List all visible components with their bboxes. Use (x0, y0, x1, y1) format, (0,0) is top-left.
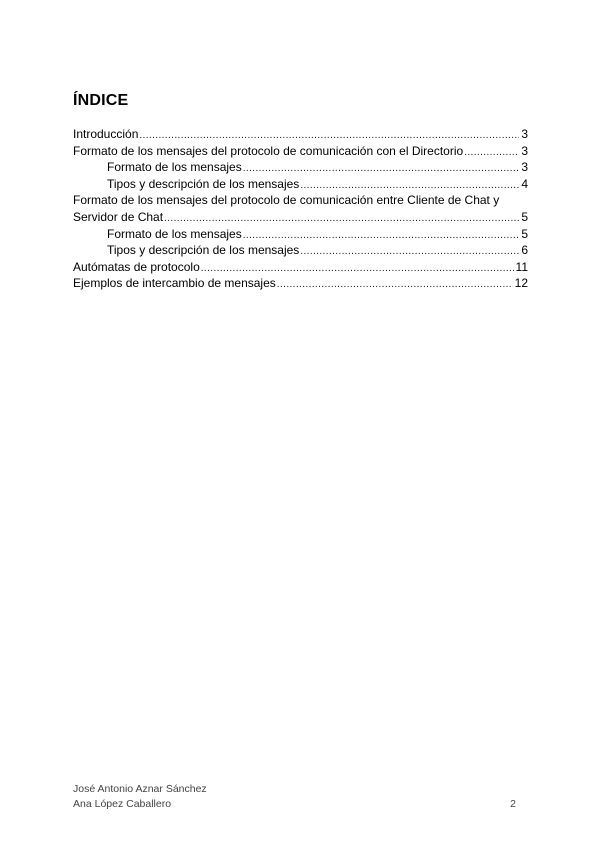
toc-entry-automatas[interactable] (73, 259, 528, 276)
toc-entry-label: Formato de los mensajes del protocolo de comunicación entre Cliente de Chat y (73, 193, 500, 208)
toc-entry-label: Formato de los mensajes (107, 226, 242, 241)
page-footer (73, 782, 516, 812)
toc-entry-formato-directorio[interactable] (73, 143, 528, 160)
toc-entry-label: Ejemplos de intercambio de mensajes (73, 276, 276, 291)
toc-leader-dots (277, 277, 513, 294)
toc-subentry-tipos-mensajes-1[interactable] (73, 176, 528, 193)
toc-leader-dots (464, 145, 519, 162)
toc-entry-page: 3 (521, 143, 528, 158)
table-of-contents (73, 126, 528, 292)
toc-entry-ejemplos[interactable] (73, 275, 528, 292)
toc-entry-page: 5 (521, 226, 528, 241)
toc-entry-page: 5 (521, 209, 528, 224)
toc-entry-label: Formato de los mensajes del protocolo de comunicación con el Directorio (73, 143, 464, 158)
toc-subentry-formato-mensajes-2[interactable] (73, 226, 528, 243)
toc-entry-page: 11 (515, 259, 528, 274)
toc-entry-introduccion[interactable] (73, 126, 528, 143)
toc-entry-formato-chat-line1[interactable] (73, 192, 528, 209)
toc-entry-label: Tipos y descripción de los mensajes (107, 176, 300, 191)
footer-page-number: 2 (510, 798, 516, 810)
toc-leader-dots (300, 244, 519, 261)
toc-subentry-formato-mensajes-1[interactable] (73, 159, 528, 176)
page-title: ÍNDICE (73, 92, 129, 109)
toc-entry-formato-chat-line2[interactable] (73, 209, 528, 226)
toc-entry-label-continued: Servidor de Chat (73, 209, 164, 224)
toc-entry-page: 3 (521, 127, 528, 141)
footer-author-1: José Antonio Aznar Sánchez (73, 783, 207, 795)
toc-entry-page: 6 (521, 243, 528, 258)
toc-entry-label: Tipos y descripción de los mensajes (107, 243, 300, 258)
footer-author-2: Ana López Caballero (73, 798, 172, 810)
toc-entry-label: Formato de los mensajes (107, 160, 242, 175)
toc-entry-page: 12 (514, 276, 528, 291)
toc-entry-page: 3 (521, 160, 528, 175)
toc-subentry-tipos-mensajes-2[interactable] (73, 242, 528, 259)
toc-entry-label: Autómatas de protocolo (73, 259, 200, 274)
toc-entry-page: 4 (521, 176, 528, 191)
toc-entry-label: Introducción (73, 127, 139, 141)
